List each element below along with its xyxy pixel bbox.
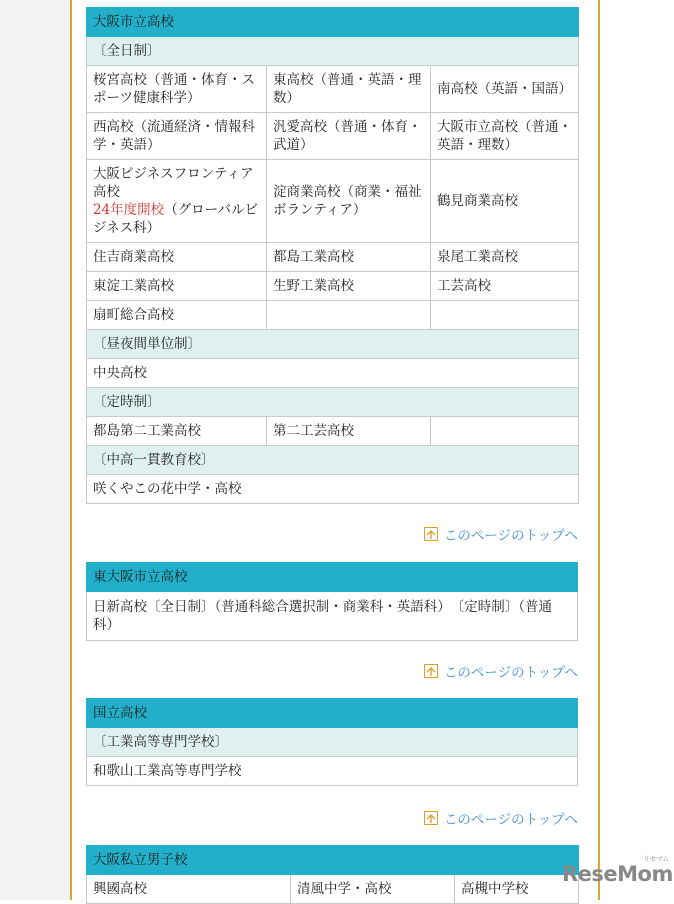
back-to-top-link[interactable]	[424, 524, 578, 544]
school-cell: 桜宮高校（普通・体育・スポーツ健康科学）	[87, 66, 267, 113]
school-name: 大阪ビジネスフロンティア高校	[93, 166, 254, 200]
section-label: 〔全日制〕	[87, 37, 579, 66]
school-cell: 東淀工業高校	[87, 272, 267, 301]
back-to-top-label: このページのトップへ	[443, 528, 578, 544]
section-label: 〔中高一貫教育校〕	[87, 446, 579, 475]
school-cell: 清風中学・高校	[291, 875, 455, 904]
course-note: （グローバルビジネス科）	[93, 202, 259, 236]
school-cell: 生野工業高校	[267, 272, 431, 301]
arrow-up-icon	[424, 664, 438, 678]
school-cell: 日新高校〔全日制〕（普通科総合選択制・商業科・英語科） 〔定時制〕（普通科）	[87, 592, 578, 641]
arrow-up-icon	[424, 811, 438, 825]
school-cell: 工芸高校	[431, 272, 579, 301]
school-cell: 西高校（流通経済・情報科学・英語）	[87, 113, 267, 160]
school-cell: 淀商業高校（商業・福祉ボランティア）	[267, 160, 431, 243]
national-table	[86, 698, 578, 786]
school-cell: 咲くやこの花中学・高校	[87, 475, 579, 504]
arrow-up-icon	[424, 527, 438, 541]
table-title: 大阪市立高校	[87, 8, 579, 37]
section-label: 〔昼夜間単位制〕	[87, 330, 579, 359]
school-cell: 中央高校	[87, 359, 579, 388]
left-background	[0, 0, 70, 900]
logo-small-text: リセマム	[642, 855, 669, 863]
resemom-logo	[562, 855, 673, 886]
private-boys-table	[86, 845, 578, 904]
empty-cell	[431, 301, 579, 330]
school-cell: 住吉商業高校	[87, 243, 267, 272]
table-title: 大阪私立男子校	[87, 846, 579, 875]
school-cell: 扇町総合高校	[87, 301, 267, 330]
school-cell: 第二工芸高校	[267, 417, 431, 446]
back-to-top-link[interactable]	[424, 808, 578, 828]
section-label: 〔定時制〕	[87, 388, 579, 417]
back-to-top-label: このページのトップへ	[443, 665, 578, 681]
school-cell: 高槻中学校	[455, 875, 579, 904]
school-cell: 大阪市立高校（普通・英語・理数）	[431, 113, 579, 160]
school-cell: 都島第二工業高校	[87, 417, 267, 446]
school-cell: 泉尾工業高校	[431, 243, 579, 272]
empty-cell	[267, 301, 431, 330]
back-to-top-label: このページのトップへ	[443, 812, 578, 828]
table-title: 国立高校	[87, 699, 578, 728]
school-cell: 和歌山工業高等専門学校	[87, 757, 578, 786]
back-to-top-link[interactable]	[424, 661, 578, 681]
school-cell: 南高校（英語・国語）	[431, 66, 579, 113]
school-cell-frontier	[87, 160, 267, 243]
school-cell: 都島工業高校	[267, 243, 431, 272]
school-cell: 東高校（普通・英語・理数）	[267, 66, 431, 113]
osaka-city-table	[86, 7, 578, 504]
school-cell: 汎愛高校（普通・体育・武道）	[267, 113, 431, 160]
logo-text: ReseMom	[562, 862, 673, 886]
school-cell: 興國高校	[87, 875, 291, 904]
empty-cell	[431, 417, 579, 446]
school-cell: 鶴見商業高校	[431, 160, 579, 243]
higashiosaka-table	[86, 562, 578, 641]
table-title: 東大阪市立高校	[87, 563, 578, 592]
section-label: 〔工業高等専門学校〕	[87, 728, 578, 757]
opening-note: 24年度開校	[93, 202, 165, 218]
